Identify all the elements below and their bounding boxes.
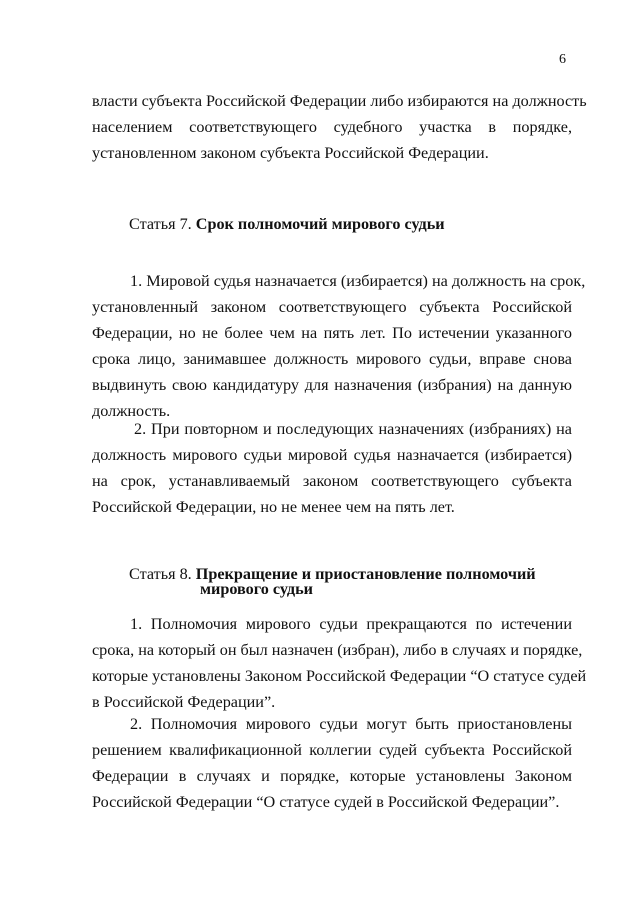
- article-8-paragraph-1: [92, 611, 587, 715]
- text-line: власти субъекта Российской Федерации либо избираются на должность: [92, 92, 587, 110]
- text-line: на срок, устанавливаемый законом соответствующего субъекта: [92, 472, 572, 490]
- text-line: Федерации в случаях и порядке, которые установлены Законом: [92, 767, 572, 785]
- page-number: 6: [559, 52, 566, 67]
- text-line: 1. Полномочия мирового судьи прекращаются по истечении: [130, 615, 572, 633]
- text-line: 2. При повторном и последующих назначениях (избраниях) на: [134, 420, 572, 438]
- text-line: 2. Полномочия мирового судьи могут быть приостановлены: [130, 715, 572, 733]
- text-line: Федерации, но не более чем на пять лет. По истечении указанного: [92, 324, 572, 342]
- article-7-paragraph-1: [92, 268, 586, 424]
- text-line: в Российской Федерации”.: [92, 693, 276, 711]
- text-line: должность мирового судьи мировой судья назначается (избирается): [92, 446, 572, 464]
- article-label: Статья 7.: [129, 215, 192, 233]
- text-line: срока лицо, занимавшее должность мирового судьи, вправе снова: [92, 350, 572, 368]
- text-line: выдвинуть свою кандидатуру для назначения (избрания) на данную: [92, 376, 572, 394]
- article-title: Прекращение и приостановление полномочий: [195, 565, 536, 583]
- text-line: населением соответствующего судебного участка в порядке,: [92, 118, 572, 136]
- intro-paragraph: [92, 88, 587, 166]
- article-title: Срок полномочий мирового судьи: [195, 215, 445, 233]
- text-line: 1. Мировой судья назначается (избирается) на должность на срок,: [130, 272, 586, 290]
- text-line: установленный законом соответствующего субъекта Российской: [92, 298, 572, 316]
- article-7-heading: [129, 215, 445, 234]
- text-line: должность.: [92, 402, 171, 420]
- text-line: решением квалификационной коллегии судей субъекта Российской: [92, 741, 572, 759]
- text-line: Российской Федерации “О статусе судей в Российской Федерации”.: [92, 793, 560, 811]
- article-8-heading: [129, 565, 536, 584]
- article-label: Статья 8.: [129, 565, 192, 583]
- text-line: срока, на который он был назначен (избран), либо в случаях и порядке,: [92, 641, 583, 659]
- article-8-heading-continuation: мирового судьи: [200, 580, 313, 598]
- text-line: установленном законом субъекта Российской Федерации.: [92, 144, 489, 162]
- text-line: которые установлены Законом Российской Федерации “О статусе судей: [92, 667, 587, 685]
- text-line: Российской Федерации, но не менее чем на пять лет.: [92, 498, 455, 516]
- article-7-paragraph-2: [92, 416, 572, 520]
- article-8-paragraph-2: [92, 711, 572, 815]
